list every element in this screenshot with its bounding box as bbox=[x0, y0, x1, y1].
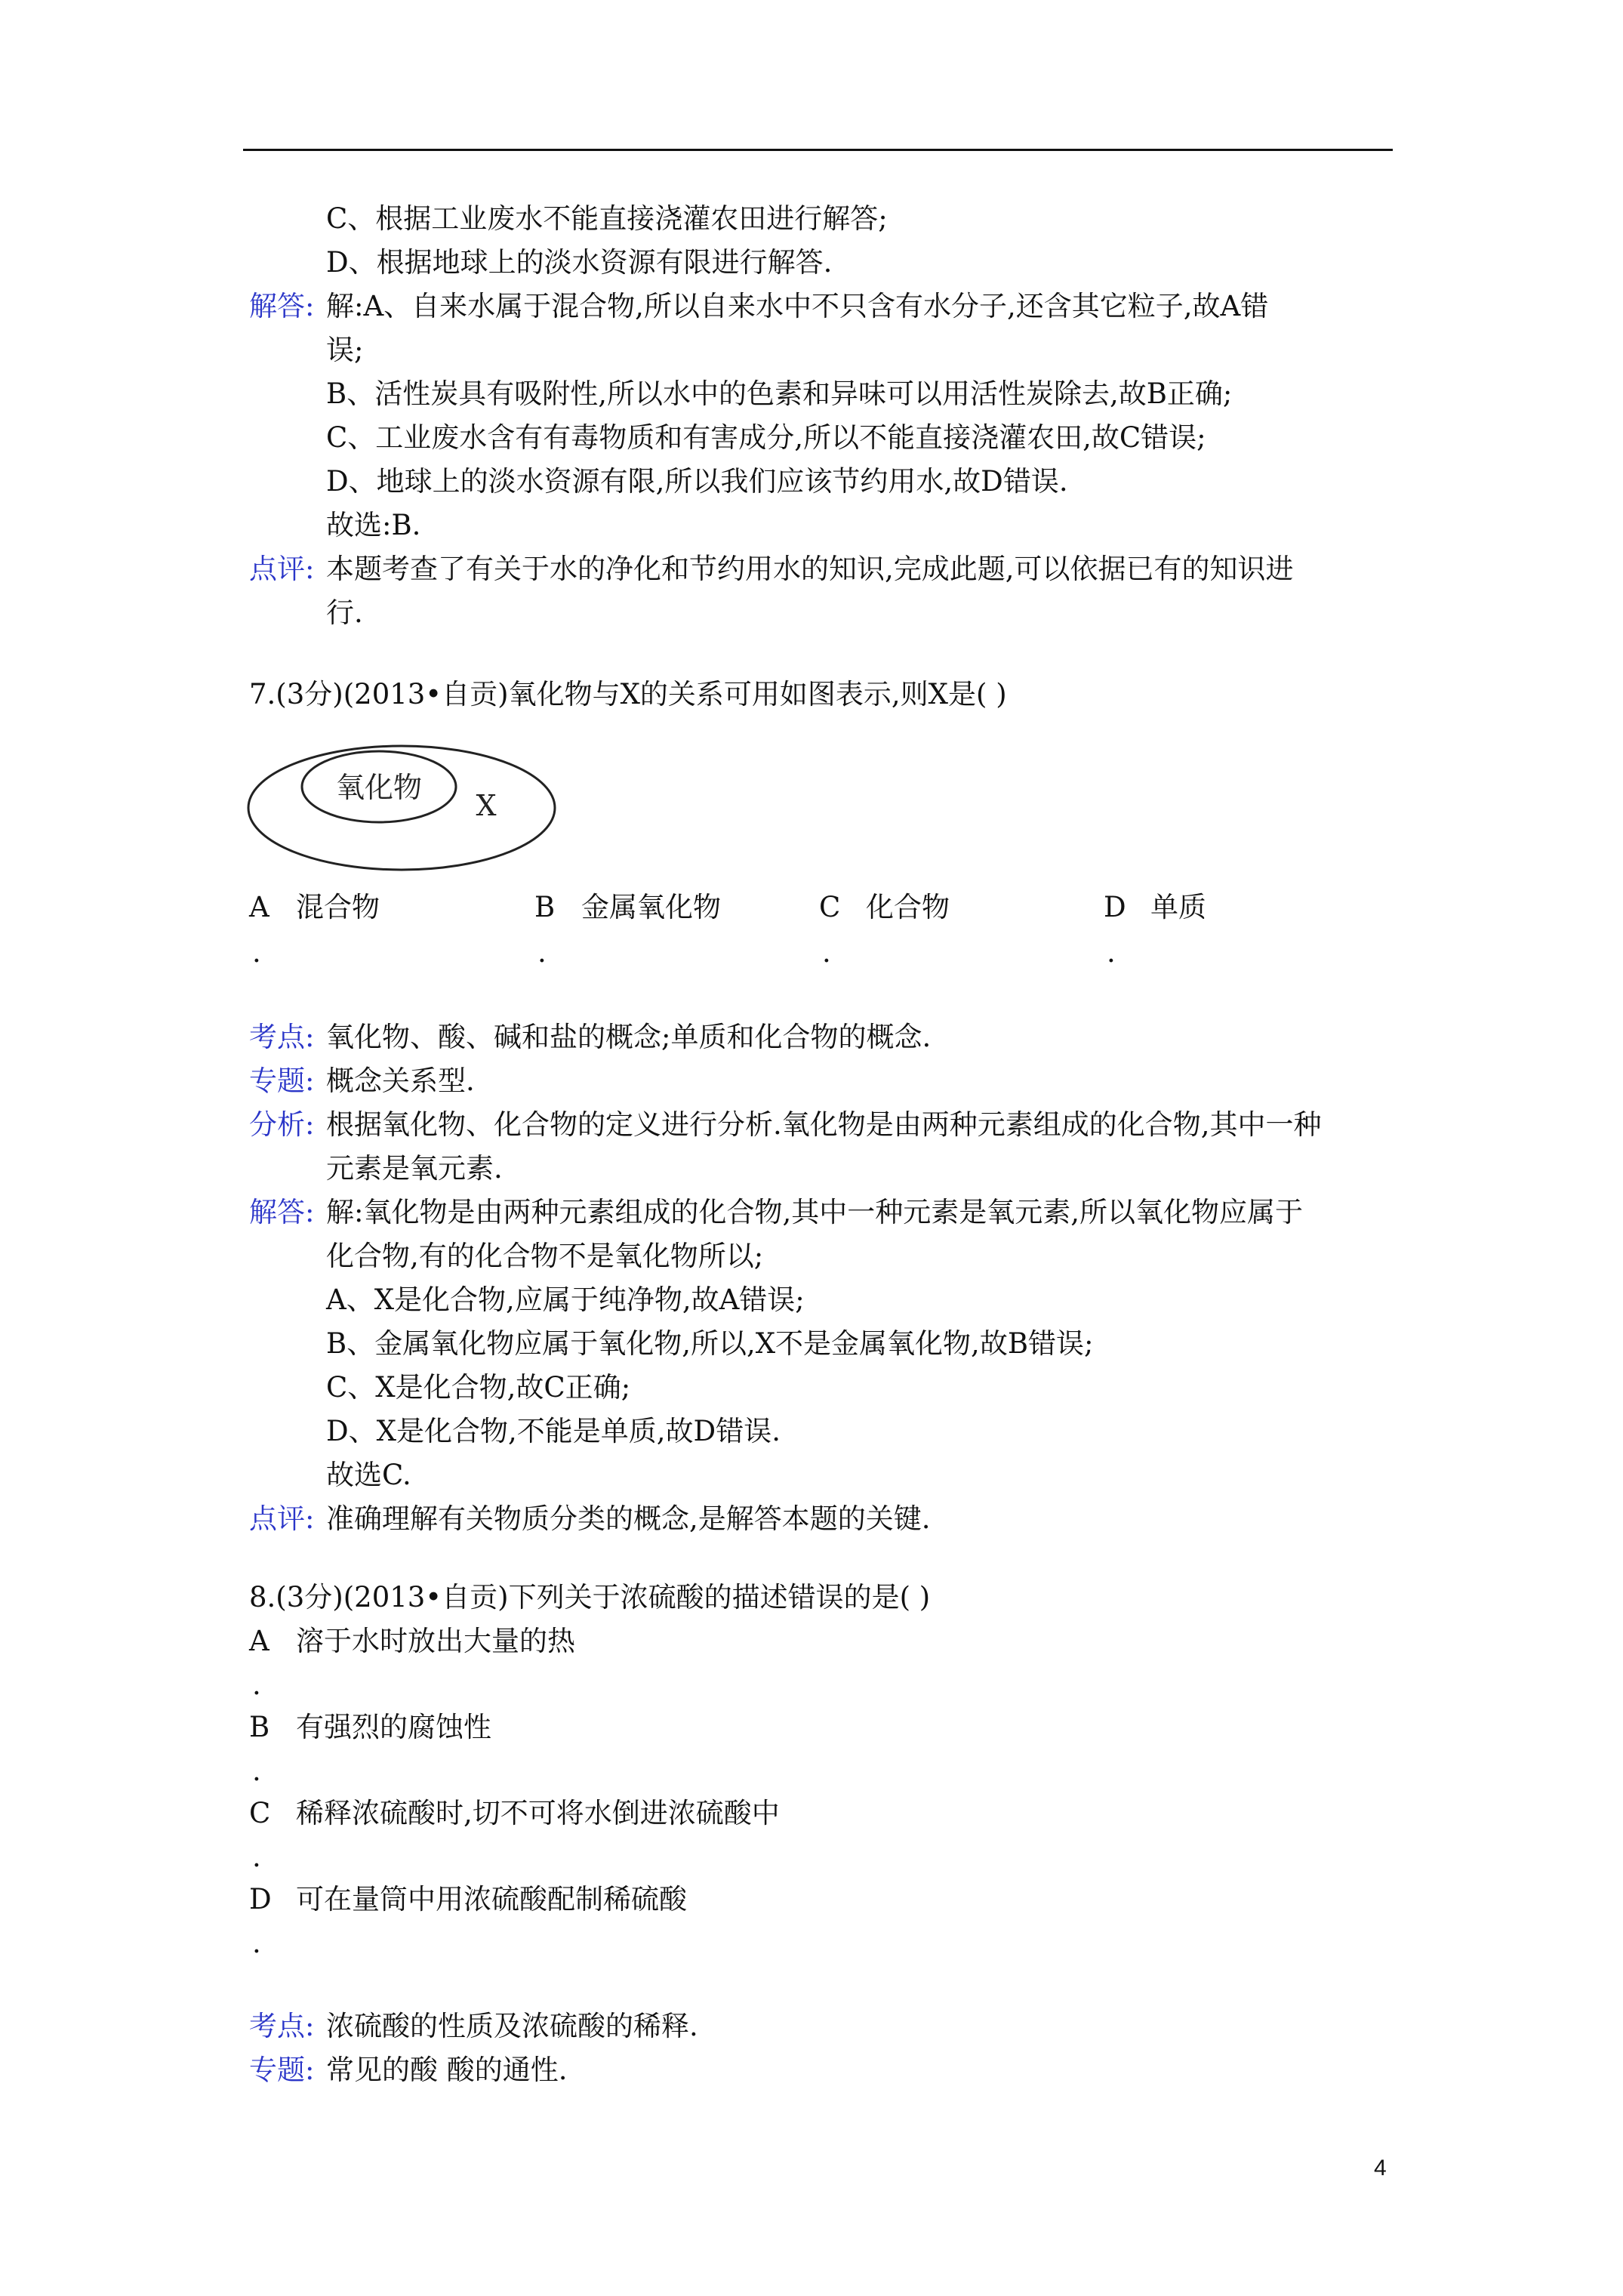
q6-answer-line1b: 误; bbox=[326, 334, 364, 366]
q7-answer-choice: 故选C. bbox=[326, 1459, 411, 1491]
q6-answer-label: 解答: bbox=[249, 290, 315, 322]
q7-zhuanti-label: 专题: bbox=[249, 1065, 315, 1097]
q8-option-c-dot: . bbox=[252, 1841, 261, 1873]
q7-comment-label: 点评: bbox=[249, 1502, 315, 1535]
q7-option-d-letter: D bbox=[1104, 891, 1126, 923]
q7-comment: 准确理解有关物质分类的概念,是解答本题的关键. bbox=[326, 1502, 931, 1535]
q7-answer-line2: 化合物,有的化合物不是氧化物所以; bbox=[326, 1240, 764, 1272]
q8-option-c-text: 稀释浓硫酸时,切不可将水倒进浓硫酸中 bbox=[296, 1797, 780, 1829]
q8-option-d-letter: D bbox=[249, 1883, 272, 1915]
q7-answer-line1: 解:氧化物是由两种元素组成的化合物,其中一种元素是氧元素,所以氧化物应属于 bbox=[326, 1196, 1303, 1228]
q6-answer-c: C、工业废水含有有毒物质和有害成分,所以不能直接浇灌农田,故C错误; bbox=[326, 421, 1206, 454]
q8-option-d-text: 可在量筒中用浓硫酸配制稀硫酸 bbox=[296, 1883, 687, 1915]
q7-fenxi-line1: 根据氧化物、化合物的定义进行分析.氧化物是由两种元素组成的化合物,其中一种 bbox=[326, 1108, 1322, 1141]
q7-option-c-dot: . bbox=[822, 936, 831, 969]
q6-hint-d: D、根据地球上的淡水资源有限进行解答. bbox=[326, 246, 833, 279]
q7-fenxi-label: 分析: bbox=[249, 1108, 315, 1141]
q7-option-c-text: 化合物 bbox=[866, 891, 950, 923]
q8-option-c-letter: C bbox=[249, 1797, 271, 1829]
q6-comment-label: 点评: bbox=[249, 553, 315, 585]
q6-answer-b: B、活性炭具有吸附性,所以水中的色素和异味可以用活性炭除去,故B正确; bbox=[326, 378, 1233, 410]
q8-option-b-text: 有强烈的腐蚀性 bbox=[296, 1711, 491, 1743]
q7-answer-a: A、X是化合物,应属于纯净物,故A错误; bbox=[326, 1284, 805, 1316]
q8-zhuanti: 常见的酸 酸的通性. bbox=[326, 2054, 568, 2086]
q7-kaodian: 氧化物、酸、碱和盐的概念;单质和化合物的概念. bbox=[326, 1021, 932, 1053]
q8-option-b-dot: . bbox=[252, 1755, 261, 1787]
q8-option-b-letter: B bbox=[249, 1711, 270, 1743]
q6-answer-line1: 解:A、自来水属于混合物,所以自来水中不只含有水分子,还含其它粒子,故A错 bbox=[326, 290, 1269, 322]
q6-hint-c: C、根据工业废水不能直接浇灌农田进行解答; bbox=[326, 202, 888, 235]
q8-kaodian-label: 考点: bbox=[249, 2010, 315, 2042]
q8-option-d-dot: . bbox=[252, 1927, 261, 1959]
q8-zhuanti-label: 专题: bbox=[249, 2054, 315, 2086]
q6-answer-choice: 故选:B. bbox=[326, 509, 421, 541]
q8-option-a-letter: A bbox=[249, 1625, 269, 1657]
q7-option-a-text: 混合物 bbox=[296, 891, 380, 923]
q7-answer-d: D、X是化合物,不能是单质,故D错误. bbox=[326, 1415, 781, 1447]
q8-option-a-dot: . bbox=[252, 1669, 261, 1701]
q7-kaodian-label: 考点: bbox=[249, 1021, 315, 1053]
q7-zhuanti: 概念关系型. bbox=[326, 1065, 475, 1097]
q7-answer-c: C、X是化合物,故C正确; bbox=[326, 1371, 631, 1404]
q7-answer-label: 解答: bbox=[249, 1196, 315, 1228]
q6-comment-line1: 本题考查了有关于水的净化和节约用水的知识,完成此题,可以依据已有的知识进 bbox=[326, 553, 1294, 585]
outer-ellipse bbox=[248, 746, 555, 870]
q7-option-d-dot: . bbox=[1107, 936, 1116, 969]
q7-stem: 7.(3分)(2013•自贡)氧化物与X的关系可用如图表示,则X是( ) bbox=[249, 678, 1007, 710]
q8-option-a-text: 溶于水时放出大量的热 bbox=[296, 1625, 575, 1657]
q7-option-a-letter: A bbox=[249, 891, 269, 923]
page-number: 4 bbox=[1374, 2156, 1387, 2180]
q7-option-b-letter: B bbox=[534, 891, 556, 923]
q7-option-c-letter: C bbox=[819, 891, 841, 923]
q7-fenxi-line2: 元素是氧元素. bbox=[326, 1152, 503, 1185]
q7-option-a-dot: . bbox=[252, 936, 261, 969]
header-rule bbox=[243, 149, 1393, 151]
diagram-inner-label: 氧化物 bbox=[335, 771, 423, 804]
q7-option-b-dot: . bbox=[537, 936, 547, 969]
q8-stem: 8.(3分)(2013•自贡)下列关于浓硫酸的描述错误的是( ) bbox=[249, 1581, 931, 1613]
diagram-outer-label: X bbox=[476, 789, 497, 822]
q8-kaodian: 浓硫酸的性质及浓硫酸的稀释. bbox=[326, 2010, 698, 2042]
q6-comment-line2: 行. bbox=[326, 596, 363, 629]
q7-venn-diagram bbox=[243, 740, 560, 876]
q7-option-d-text: 单质 bbox=[1150, 891, 1206, 923]
q6-answer-d: D、地球上的淡水资源有限,所以我们应该节约用水,故D错误. bbox=[326, 465, 1068, 498]
q7-option-b-text: 金属氧化物 bbox=[581, 891, 721, 923]
q7-answer-b: B、金属氧化物应属于氧化物,所以,X不是金属氧化物,故B错误; bbox=[326, 1327, 1094, 1360]
